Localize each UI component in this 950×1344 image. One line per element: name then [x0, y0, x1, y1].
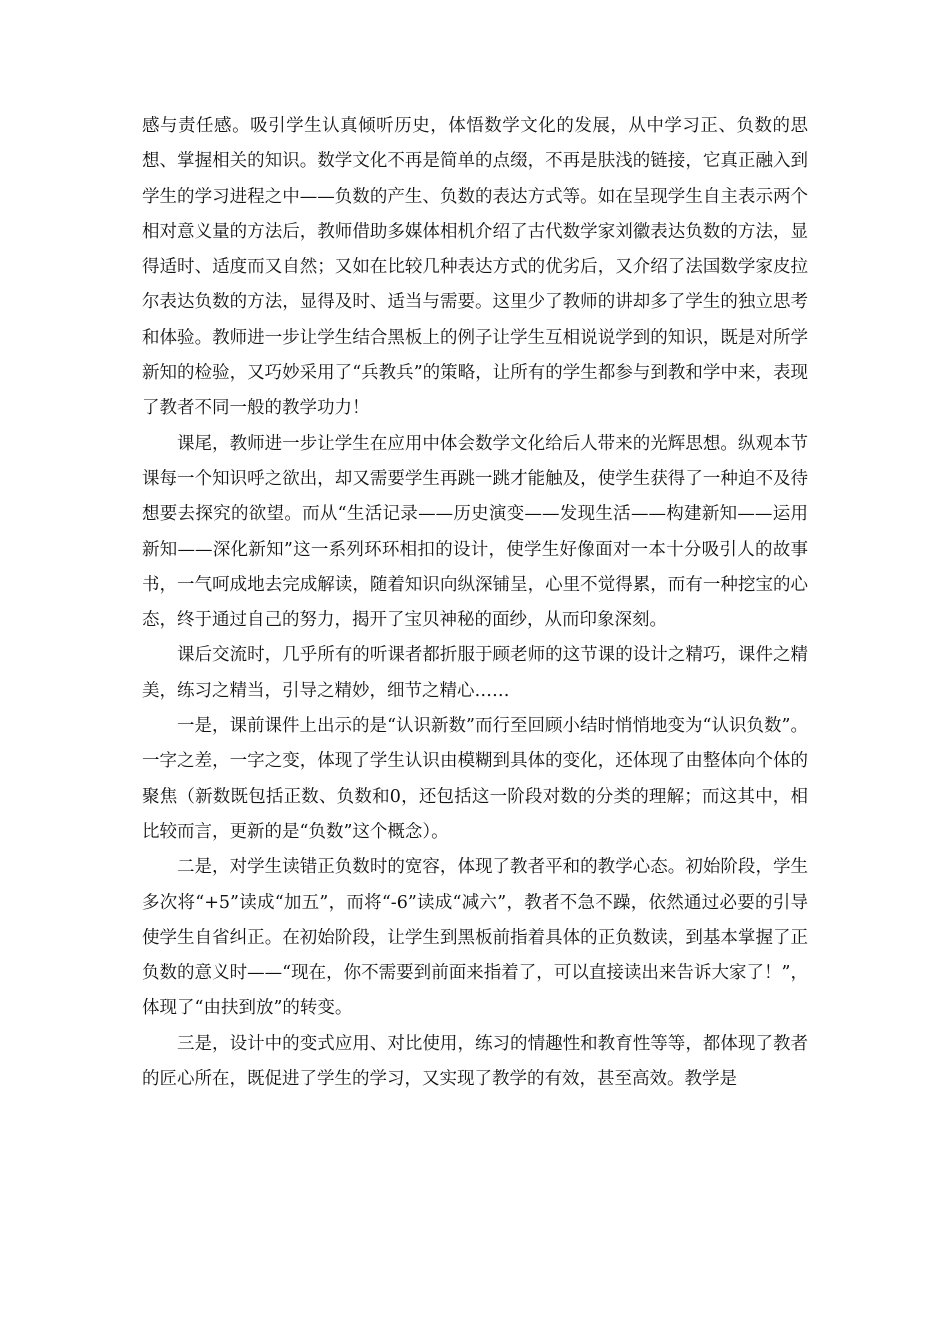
paragraph-lesson-ending: 课尾，教师进一步让学生在应用中体会数学文化给后人带来的光辉思想。纵观本节课每一个知识呼之欲出，却又需要学生再跳一跳才能触及，使学生获得了一种迫不及待想要去探究的欲望。而从“生活记录——历史演变——发现生活——构建新知——运用新知——深化新知”这一系列环环相扣的设计，使学生好像面对一本十分吸引人的故事书，一气呵成地去完成解读，随着知识向纵深铺呈，心里不觉得累，而有一种挖宝的心态，终于通过自己的努力，揭开了宝贝神秘的面纱，从而印象深刻。	[142, 433, 808, 631]
paragraph-point-one: 一是，课前课件上出示的是“认识新数”而行至回顾小结时悄悄地变为“认识负数”。一字之差，一字之变，体现了学生认识由模糊到具体的变化，还体现了由整体向个体的聚焦（新数既包括正数、负数和0，还包括这一阶段对数的分类的理解；而这其中，相比较而言，更新的是“负数”这个概念）。	[142, 716, 808, 842]
paragraph-after-class: 课后交流时，几乎所有的听课者都折服于顾老师的这节课的设计之精巧，课件之精美，练习之精当，引导之精妙，细节之精心……	[142, 645, 808, 701]
paragraph-continuation: 感与责任感。吸引学生认真倾听历史，体悟数学文化的发展，从中学习正、负数的思想、掌握相关的知识。数学文化不再是简单的点缀，不再是肤浅的链接，它真正融入到学生的学习进程之中——负数的产生、负数的表达方式等。如在呈现学生自主表示两个相对意义量的方法后，教师借助多媒体相机介绍了古代数学家刘徽表达负数的方法，显得适时、适度而又自然；又如在比较几种表达方式的优劣后，又介绍了法国数学家皮拉尔表达负数的方法，显得及时、适当与需要。这里少了教师的讲却多了学生的独立思考和体验。教师进一步让学生结合黑板上的例子让学生互相说说学到的知识，既是对所学新知的检验，又巧妙采用了“兵教兵”的策略，让所有的学生都参与到教和学中来，表现了教者不同一般的教学功力！	[142, 116, 808, 419]
paragraph-point-three: 三是，设计中的变式应用、对比使用，练习的情趣性和教育性等等，都体现了教者的匠心所在，既促进了学生的学习，又实现了教学的有效，甚至高效。教学是	[142, 1033, 808, 1090]
paragraph-point-two: 二是，对学生读错正负数时的宽容，体现了教者平和的教学心态。初始阶段，学生多次将“+5”读成“加五”，而将“-6”读成“减六”，教者不急不躁，依然通过必要的引导使学生自省纠正。在初始阶段，让学生到黑板前指着具体的正负数读，到基本掌握了正负数的意义时——“现在，你不需要到前面来指着了，可以直接读出来告诉大家了！”，体现了“由扶到放”的转变。	[142, 857, 808, 1019]
document-body	[142, 109, 808, 1097]
